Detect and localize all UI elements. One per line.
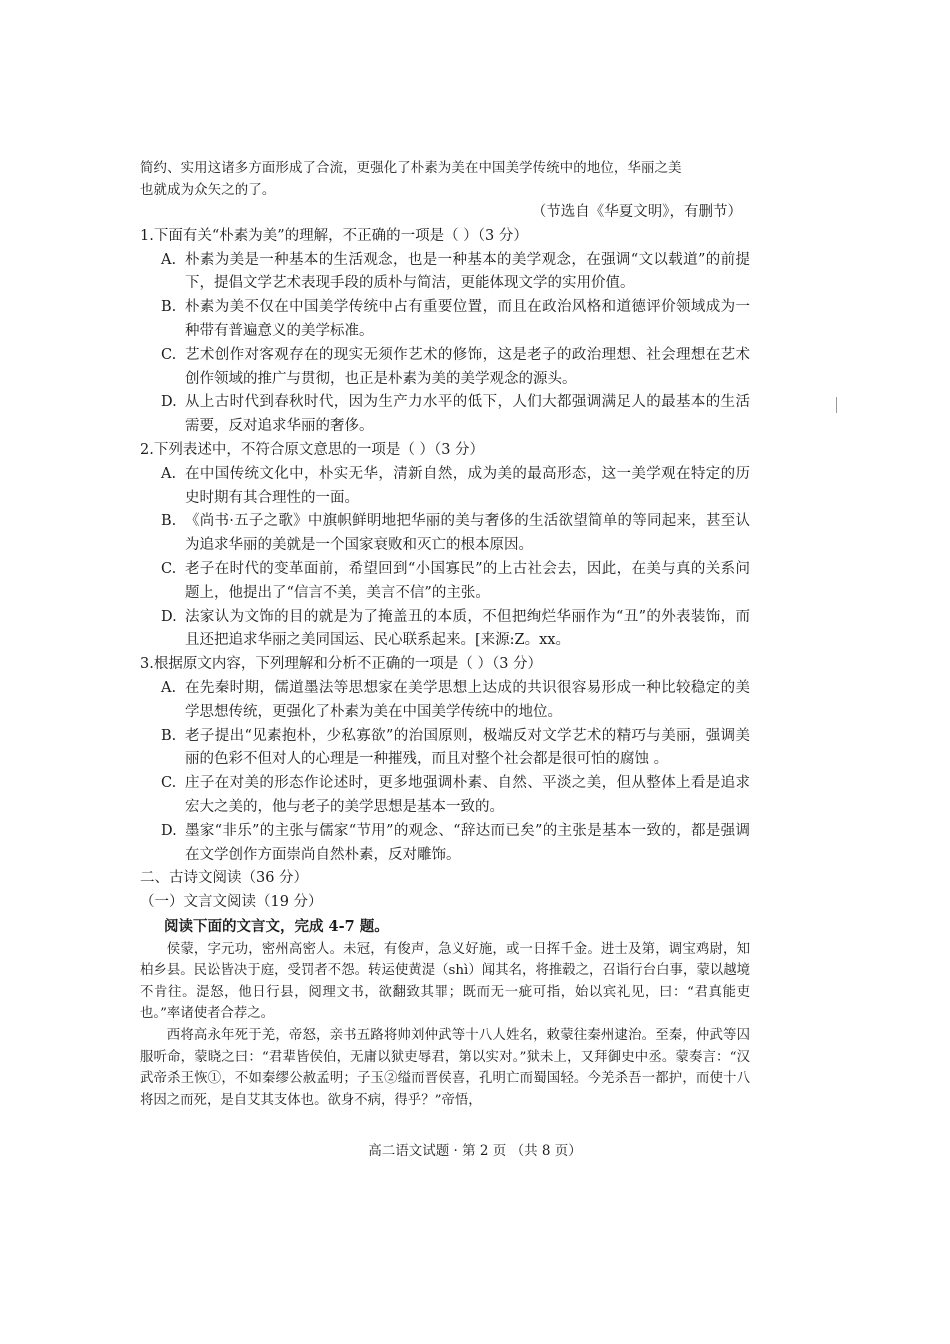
option-text: 老子提出“见素抱朴，少私寡欲”的治国原则，极端反对文学艺术的精巧与美丽，强调美丽的色彩不但对人的心理是一种摧残，而且对整个社会都是很可怕的腐蚀 。 [185,727,750,768]
option-text: 老子在时代的变革面前，希望回到“小国寡民”的上古社会去，因此，在美与真的关系问题上，他提出了“信言不美，美言不信”的主张。 [185,560,750,601]
page-footer: 高二语文试题 · 第 2 页 （共 8 页） [368,1143,582,1159]
answer-option [140,463,750,511]
answer-option [140,725,750,773]
option-letter: D. [161,822,177,839]
option-text: 在先秦时期，儒道墨法等思想家在美学思想上达成的共识很容易形成一种比较稳定的美学思想传统，更强化了朴素为美在中国美学传统中的地位。 [185,679,750,720]
answer-option [140,296,750,344]
classical-passage-paragraph: 西将高永年死于羌，帝怒，亲书五路将帅刘仲武等十八人姓名，敕蒙往秦州逮治。至秦，仲武等囚服听命，蒙晓之曰：“君辈皆侯伯，无庸以狱吏辱君，第以实对。”狱未上，又拜御史中丞。蒙奏言：“汉武帝杀王恢①，不如秦缪公赦孟明；子玉②缢而晋侯喜，孔明亡而蜀国轻。今羌杀吾一都护，而使十八将因之而死，是自艾其支体也。欲身不病，得乎？”帝悟， [140,1028,750,1108]
answer-option [140,391,750,439]
reading-instruction: 阅读下面的文言文，完成 4-7 题。 [164,917,389,935]
answer-option [140,558,750,606]
option-letter: A. [161,251,177,268]
answer-option [140,510,750,558]
question-stem: 1.下面有关“朴素为美”的理解，不正确的一项是（ ）（3 分） [140,227,528,244]
option-letter: C. [161,775,177,792]
option-letter: D. [161,608,177,625]
option-text: 朴素为美不仅在中国美学传统中占有重要位置，而且在政治风格和道德评价领域成为一种带有普遍意义的美学标准。 [185,299,750,339]
option-letter: B. [161,299,177,316]
option-letter: B. [161,727,177,744]
question-stem: 3.根据原文内容，下列理解和分析不正确的一项是（ ）（3 分） [140,656,543,673]
answer-option [140,249,750,297]
answer-option [140,677,750,725]
option-text: 墨家“非乐”的主张与儒家“节用”的观念、“辞达而已矣”的主张是基本一致的，都是强调在文学创作方面崇尚自然朴素，反对雕饰。 [185,822,750,863]
subsection-heading: （一）文言文阅读（19 分） [140,894,323,911]
answer-option [140,772,750,820]
page-content [140,158,750,1111]
option-text: 从上古时代到春秋时代，因为生产力水平的低下，人们大都强调满足人的最基本的生活需要，反对追求华丽的奢侈。 [185,394,750,435]
answer-option [140,606,750,654]
scan-mark [836,397,837,413]
option-letter: C. [161,346,177,363]
section-heading: 二、古诗文阅读（36 分） [140,870,309,887]
option-text: 朴素为美是一种基本的生活观念，也是一种基本的美学观念，在强调“文以载道”的前提下，提倡文学艺术表现手段的质朴与简洁，更能体现文学的实用价值。 [185,251,750,292]
option-letter: A. [161,465,177,482]
option-text: 在中国传统文化中，朴实无华，清新自然，成为美的最高形态，这一美学观在特定的历史时期有其合理性的一面。 [185,465,750,506]
option-text: 《尚书·五子之歌》中旗帜鲜明地把华丽的美与奢侈的生活欲望简单的等同起来，甚至认为追求华丽的美就是一个国家衰败和灭亡的根本原因。 [185,513,750,554]
classical-passage-paragraph: 侯蒙，字元功，密州高密人。未冠，有俊声，急义好施，或一日挥千金。进士及第，调宝鸡尉，知柏乡县。民讼皆决于庭，受罚者不怨。转运使黄湜（shì）闻其名，将推毂之，召诣行台白事，蒙以越境不肯往。湜怒，他日行县，阅理文书，欲翻致其罪；既而无一疵可指，始以宾礼见，曰：“君真能吏也。”率诸使者合荐之。 [140,941,750,1022]
intro-line: 简约、实用这诸多方面形成了合流，更强化了朴素为美在中国美学传统中的地位，华丽之美 [140,161,682,176]
option-letter: B. [161,513,177,530]
question-stem: 2.下列表述中，不符合原文意思的一项是（ ）（3 分） [140,441,485,458]
option-text: 法家认为文饰的目的就是为了掩盖丑的本质，不但把绚烂华丽作为“丑”的外表装饰，而且还把追求华丽之美同国运、民心联系起来。[来源:Z。xx。 [185,608,750,649]
option-text: 艺术创作对客观存在的现实无须作艺术的修饰，这是老子的政治理想、社会理想在艺术创作领域的推广与贯彻，也正是朴素为美的美学观念的源头。 [185,346,750,387]
answer-option [140,344,750,392]
option-letter: A. [161,679,177,696]
option-letter: C. [161,560,177,577]
intro-line: 也就成为众矢之的了。 [140,182,276,198]
source-citation: （节选自《华夏文明》，有删节） [531,204,742,220]
answer-option [140,820,750,868]
option-letter: D. [161,394,177,411]
option-text: 庄子在对美的形态作论述时，更多地强调朴素、自然、平淡之美，但从整体上看是追求宏大之美的，他与老子的美学思想是基本一致的。 [185,775,750,815]
